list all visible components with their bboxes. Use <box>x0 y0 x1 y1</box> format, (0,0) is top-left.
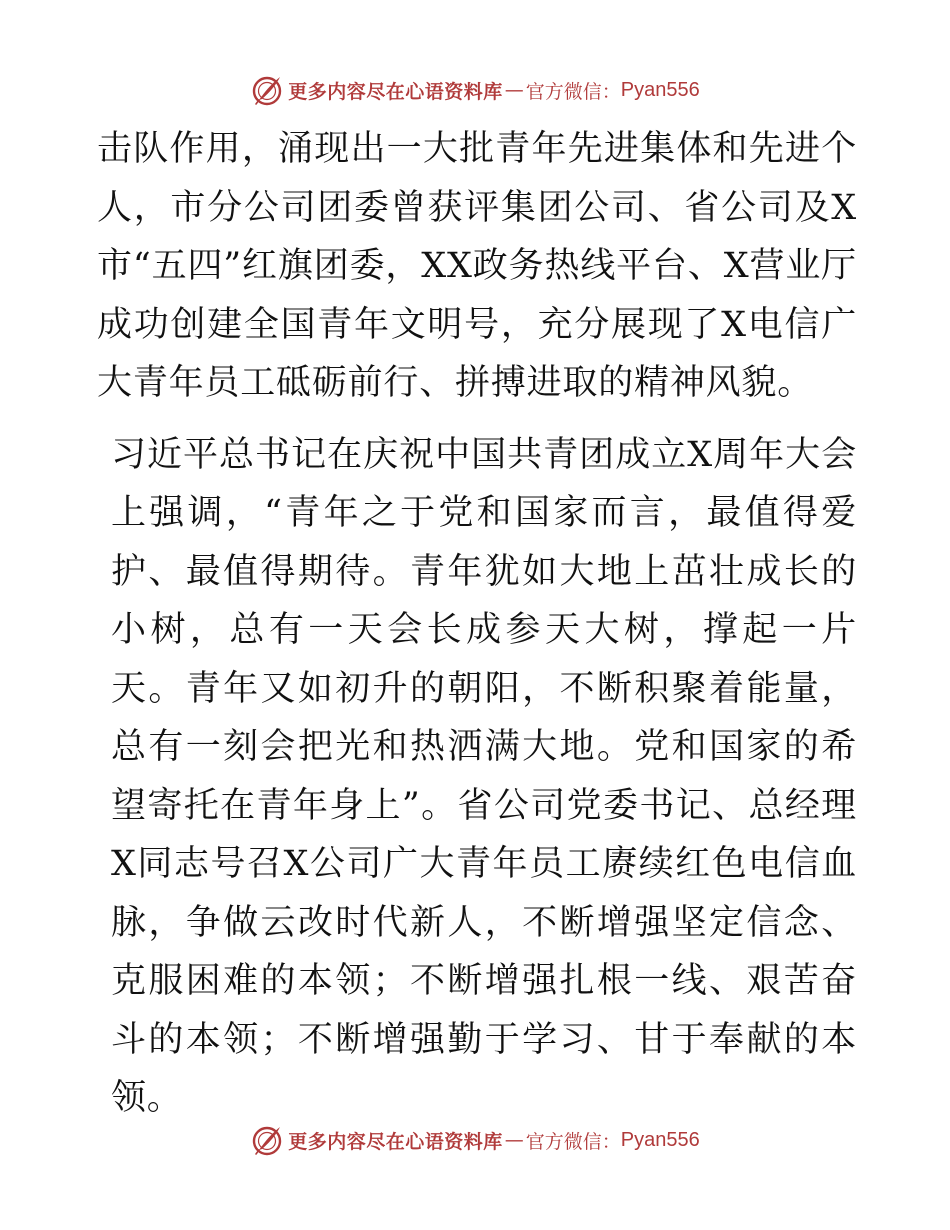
paragraph-line: 员工赓续红色电信血脉，争做云改时代新人，不断 <box>111 844 858 943</box>
header-watermark-banner <box>0 70 950 110</box>
paragraph-line: 青年员工砥砺前行、拼搏进取的精神风貌。 <box>132 363 814 403</box>
paragraph-line: 成功创建全国青年文明号，充分展现了X电信广大 <box>97 304 857 403</box>
paragraph-line: 人，市分公司团委曾获评集团公司、省公司及X <box>97 187 857 228</box>
banner-lead-text: 更多内容尽在心语资料库 <box>288 1130 503 1153</box>
banner-wechat-label: 官方微信： <box>525 1130 621 1153</box>
paragraph-line: 升的朝阳，不断积聚着能量，总有一刻会把光和热 <box>111 668 857 767</box>
paragraph-line: 有一天会长成参天大树，撑起一片天。青年又如初 <box>111 610 857 709</box>
paragraph-line: 击队作用，涌现出一大批青年先进集体和先进个 <box>97 129 857 169</box>
paragraph-line: 市“五四”红旗团委，XX政务热线平台、X营业厅 <box>97 246 857 286</box>
banner-lead-text: 更多内容尽在心语资料库 <box>288 80 503 103</box>
paragraph-line: 增强坚定信念、克服困难的本领；不断增强扎根一 <box>111 902 857 1001</box>
paragraph-line: 献的本领。 <box>111 1019 857 1118</box>
paragraph-line: 线、艰苦奋斗的本领；不断增强勤于学习、甘于奉 <box>111 961 857 1060</box>
paragraph-line: 公司党委书记、总经理X同志号召X公司广大青年 <box>111 785 857 884</box>
quill-pen-logo-icon <box>250 73 284 107</box>
banner-wechat-handle: Pyan556 <box>620 1128 700 1151</box>
footer-watermark-banner <box>0 1120 950 1160</box>
quill-pen-logo-icon <box>250 1123 284 1157</box>
paragraph-line: 习近平总书记在庆祝中国共青团成立X周年大会 <box>111 434 857 475</box>
banner-wechat-handle: Pyan556 <box>620 78 700 101</box>
document-body <box>97 120 857 1128</box>
paragraph-2 <box>97 426 857 1128</box>
banner-separator: — <box>504 79 524 101</box>
banner-wechat-label: 官方微信： <box>525 80 621 103</box>
paragraph-line: 最值得期待。青年犹如大地上茁壮成长的小树，总 <box>111 551 857 650</box>
paragraph-line: 洒满大地。党和国家的希望寄托在青年身上”。省 <box>111 727 857 826</box>
banner-separator: — <box>504 1129 524 1151</box>
paragraph-1 <box>97 120 857 413</box>
paragraph-line: 上强调，“青年之于党和国家而言，最值得爱护、 <box>111 493 857 592</box>
